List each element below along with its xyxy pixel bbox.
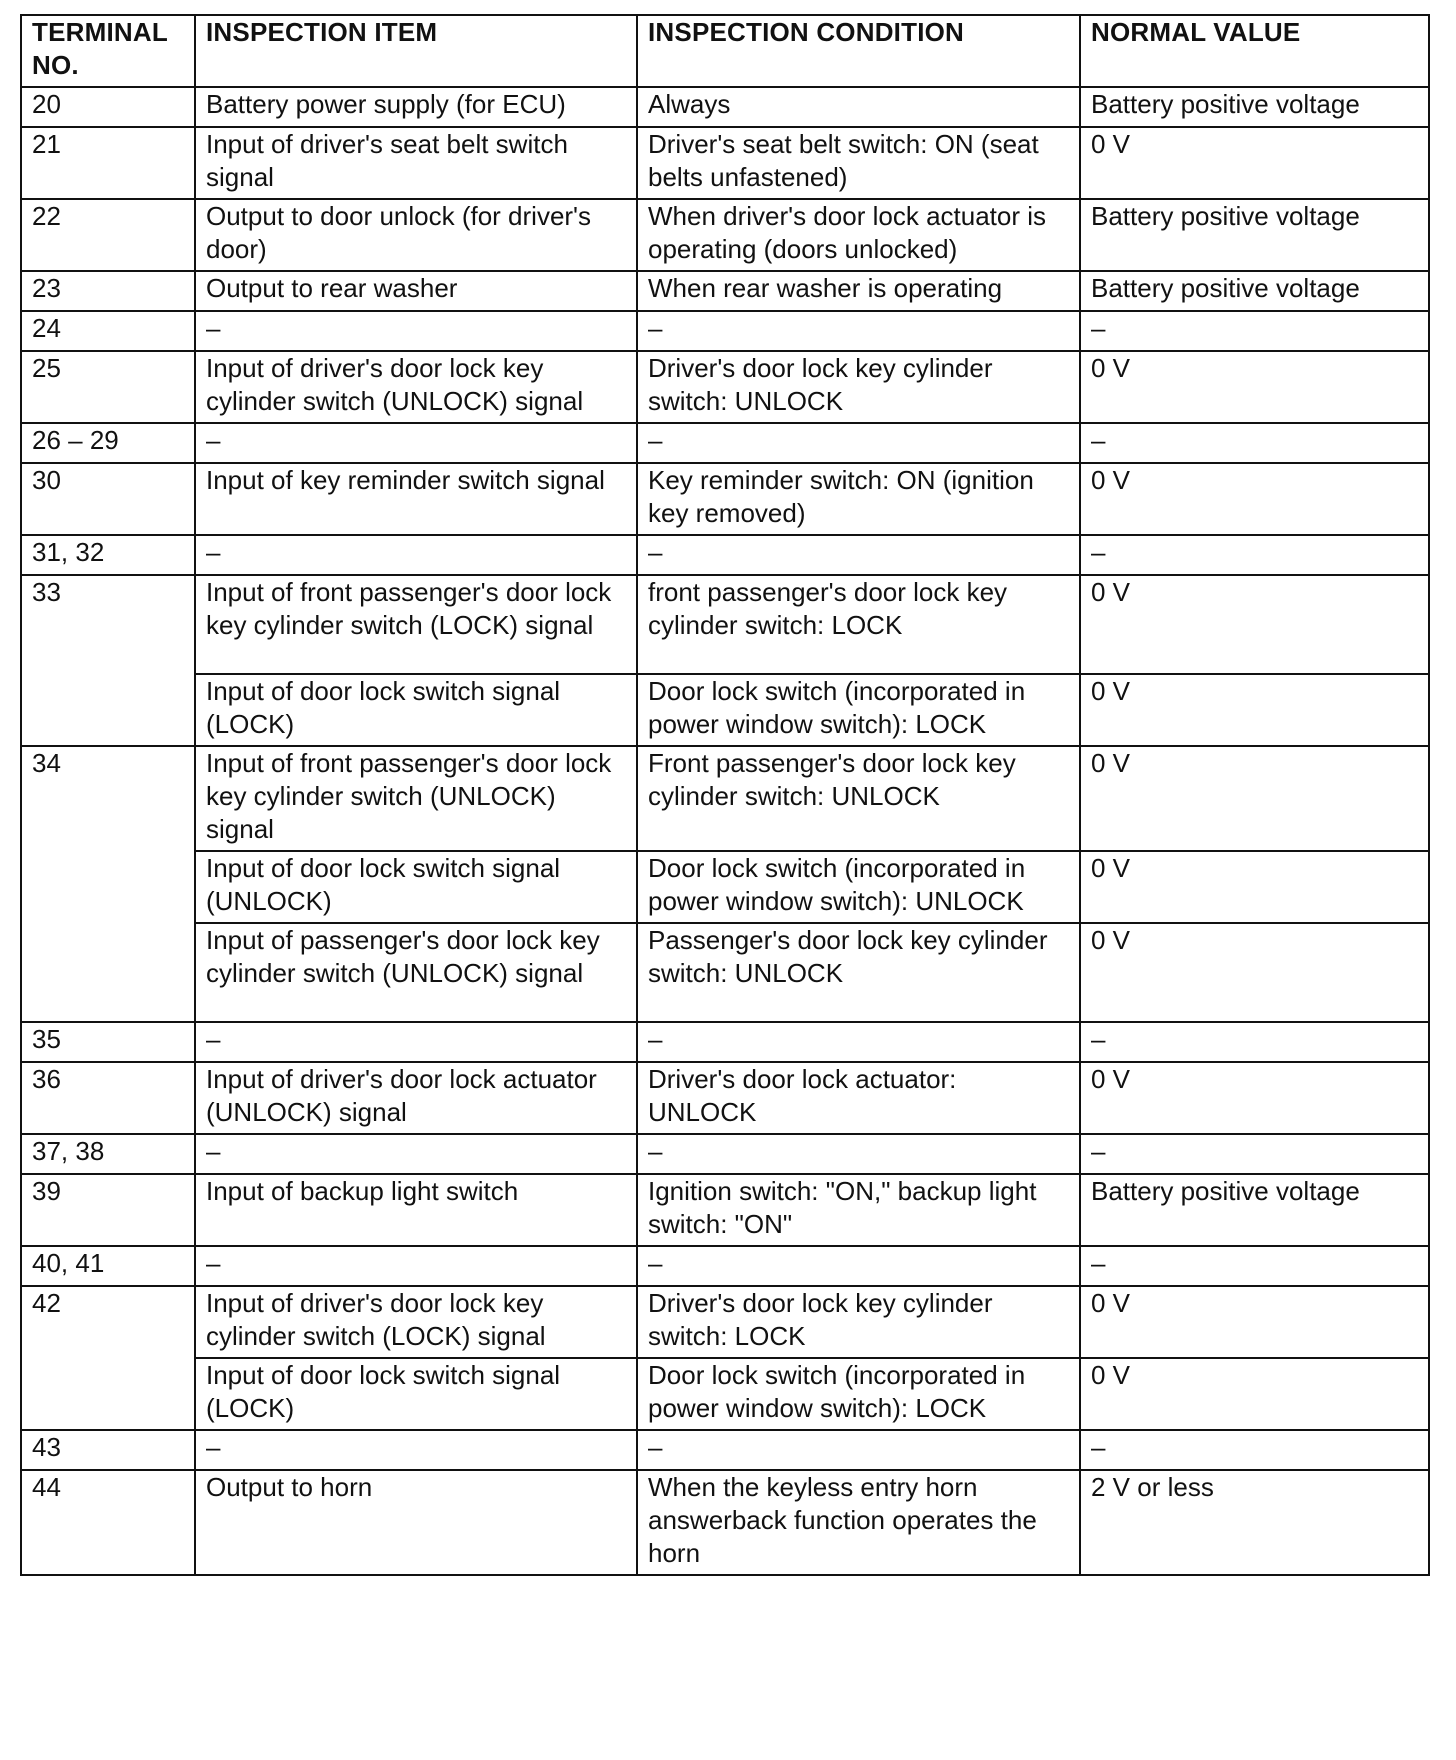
- inspection-item-cell: Input of door lock switch signal (UNLOCK): [195, 851, 637, 923]
- inspection-condition-cell: When driver's door lock actuator is operating (doors unlocked): [637, 199, 1080, 271]
- inspection-condition-cell: –: [637, 535, 1080, 575]
- inspection-item-cell: Input of key reminder switch signal: [195, 463, 637, 535]
- header-row: [21, 15, 1429, 87]
- normal-value-cell: Battery positive voltage: [1080, 271, 1429, 311]
- inspection-condition-cell: front passenger's door lock key cylinder switch: LOCK: [637, 575, 1080, 674]
- table-row: [21, 923, 1429, 1022]
- inspection-item-cell: Input of front passenger's door lock key cylinder switch (UNLOCK) signal: [195, 746, 637, 851]
- inspection-condition-cell: Always: [637, 87, 1080, 127]
- table-row: [21, 199, 1429, 271]
- terminal-no-cell: 31, 32: [21, 535, 195, 575]
- inspection-condition-cell: When the keyless entry horn answerback function operates the horn: [637, 1470, 1080, 1575]
- terminal-no-cell: 36: [21, 1062, 195, 1134]
- normal-value-cell: –: [1080, 1430, 1429, 1470]
- normal-value-cell: –: [1080, 1246, 1429, 1286]
- inspection-condition-cell: Door lock switch (incorporated in power window switch): UNLOCK: [637, 851, 1080, 923]
- table-row: [21, 1470, 1429, 1575]
- inspection-item-cell: –: [195, 1246, 637, 1286]
- normal-value-cell: 0 V: [1080, 923, 1429, 1022]
- inspection-item-cell: Input of front passenger's door lock key cylinder switch (LOCK) signal: [195, 575, 637, 674]
- table-row: [21, 1358, 1429, 1430]
- table-row: [21, 535, 1429, 575]
- table-body: [21, 87, 1429, 1575]
- inspection-item-cell: –: [195, 311, 637, 351]
- inspection-item-cell: Input of door lock switch signal (LOCK): [195, 674, 637, 746]
- terminal-no-cell: 22: [21, 199, 195, 271]
- inspection-condition-cell: –: [637, 1246, 1080, 1286]
- inspection-condition-cell: Driver's door lock key cylinder switch: UNLOCK: [637, 351, 1080, 423]
- inspection-item-cell: –: [195, 1022, 637, 1062]
- inspection-item-cell: Input of door lock switch signal (LOCK): [195, 1358, 637, 1430]
- table-row: [21, 1286, 1429, 1358]
- normal-value-cell: 2 V or less: [1080, 1470, 1429, 1575]
- inspection-condition-cell: Door lock switch (incorporated in power window switch): LOCK: [637, 674, 1080, 746]
- inspection-condition-cell: Driver's door lock actuator: UNLOCK: [637, 1062, 1080, 1134]
- table-row: [21, 851, 1429, 923]
- table-row: [21, 575, 1429, 674]
- inspection-item-cell: Output to horn: [195, 1470, 637, 1575]
- table-row: [21, 311, 1429, 351]
- terminal-no-cell: 39: [21, 1174, 195, 1246]
- inspection-condition-cell: Front passenger's door lock key cylinder switch: UNLOCK: [637, 746, 1080, 851]
- header-inspection-condition: INSPECTION CONDITION: [637, 15, 1080, 87]
- table-row: [21, 423, 1429, 463]
- table-row: [21, 271, 1429, 311]
- table-row: [21, 463, 1429, 535]
- inspection-condition-cell: –: [637, 1430, 1080, 1470]
- terminal-no-cell: 23: [21, 271, 195, 311]
- inspection-condition-cell: –: [637, 423, 1080, 463]
- table-row: [21, 351, 1429, 423]
- inspection-item-cell: –: [195, 423, 637, 463]
- table-row: [21, 1062, 1429, 1134]
- inspection-condition-cell: Ignition switch: "ON," backup light switch: "ON": [637, 1174, 1080, 1246]
- normal-value-cell: Battery positive voltage: [1080, 199, 1429, 271]
- inspection-condition-cell: Key reminder switch: ON (ignition key removed): [637, 463, 1080, 535]
- inspection-condition-cell: Passenger's door lock key cylinder switch: UNLOCK: [637, 923, 1080, 1022]
- inspection-item-cell: Input of driver's door lock key cylinder switch (LOCK) signal: [195, 1286, 637, 1358]
- table-row: [21, 87, 1429, 127]
- terminal-no-cell: 40, 41: [21, 1246, 195, 1286]
- inspection-item-cell: –: [195, 1134, 637, 1174]
- normal-value-cell: 0 V: [1080, 1286, 1429, 1358]
- terminal-no-cell: 26 – 29: [21, 423, 195, 463]
- table-row: [21, 746, 1429, 851]
- inspection-condition-cell: –: [637, 1134, 1080, 1174]
- normal-value-cell: 0 V: [1080, 127, 1429, 199]
- inspection-condition-cell: –: [637, 1022, 1080, 1062]
- normal-value-cell: 0 V: [1080, 1062, 1429, 1134]
- table-row: [21, 674, 1429, 746]
- terminal-no-cell: 30: [21, 463, 195, 535]
- inspection-condition-cell: When rear washer is operating: [637, 271, 1080, 311]
- inspection-item-cell: Input of driver's seat belt switch signal: [195, 127, 637, 199]
- terminal-no-cell: 21: [21, 127, 195, 199]
- inspection-item-cell: Output to rear washer: [195, 271, 637, 311]
- normal-value-cell: –: [1080, 535, 1429, 575]
- inspection-condition-cell: Driver's seat belt switch: ON (seat belts unfastened): [637, 127, 1080, 199]
- normal-value-cell: 0 V: [1080, 851, 1429, 923]
- terminal-no-cell: 35: [21, 1022, 195, 1062]
- table-row: [21, 1246, 1429, 1286]
- inspection-item-cell: –: [195, 535, 637, 575]
- terminal-no-cell: 25: [21, 351, 195, 423]
- inspection-item-cell: Input of driver's door lock key cylinder switch (UNLOCK) signal: [195, 351, 637, 423]
- inspection-condition-cell: –: [637, 311, 1080, 351]
- normal-value-cell: 0 V: [1080, 1358, 1429, 1430]
- normal-value-cell: 0 V: [1080, 746, 1429, 851]
- inspection-item-cell: Input of backup light switch: [195, 1174, 637, 1246]
- terminal-no-cell: 42: [21, 1286, 195, 1430]
- header-inspection-item: INSPECTION ITEM: [195, 15, 637, 87]
- table-row: [21, 1430, 1429, 1470]
- terminal-no-cell: 43: [21, 1430, 195, 1470]
- normal-value-cell: –: [1080, 1134, 1429, 1174]
- normal-value-cell: 0 V: [1080, 463, 1429, 535]
- normal-value-cell: –: [1080, 423, 1429, 463]
- table-row: [21, 1134, 1429, 1174]
- normal-value-cell: Battery positive voltage: [1080, 1174, 1429, 1246]
- table-row: [21, 1022, 1429, 1062]
- normal-value-cell: 0 V: [1080, 674, 1429, 746]
- terminal-no-cell: 37, 38: [21, 1134, 195, 1174]
- inspection-condition-cell: Driver's door lock key cylinder switch: LOCK: [637, 1286, 1080, 1358]
- inspection-item-cell: –: [195, 1430, 637, 1470]
- inspection-item-cell: Input of driver's door lock actuator (UNLOCK) signal: [195, 1062, 637, 1134]
- terminal-no-cell: 34: [21, 746, 195, 1022]
- table-row: [21, 127, 1429, 199]
- normal-value-cell: 0 V: [1080, 575, 1429, 674]
- header-terminal-no: TERMINAL NO.: [21, 15, 195, 87]
- inspection-item-cell: Battery power supply (for ECU): [195, 87, 637, 127]
- inspection-item-cell: Output to door unlock (for driver's door): [195, 199, 637, 271]
- normal-value-cell: –: [1080, 1022, 1429, 1062]
- terminal-no-cell: 20: [21, 87, 195, 127]
- table-row: [21, 1174, 1429, 1246]
- terminal-no-cell: 24: [21, 311, 195, 351]
- normal-value-cell: 0 V: [1080, 351, 1429, 423]
- header-normal-value: NORMAL VALUE: [1080, 15, 1429, 87]
- inspection-condition-cell: Door lock switch (incorporated in power window switch): LOCK: [637, 1358, 1080, 1430]
- terminal-no-cell: 33: [21, 575, 195, 746]
- normal-value-cell: –: [1080, 311, 1429, 351]
- terminal-no-cell: 44: [21, 1470, 195, 1575]
- normal-value-cell: Battery positive voltage: [1080, 87, 1429, 127]
- terminal-inspection-table: [20, 14, 1430, 1576]
- inspection-item-cell: Input of passenger's door lock key cylinder switch (UNLOCK) signal: [195, 923, 637, 1022]
